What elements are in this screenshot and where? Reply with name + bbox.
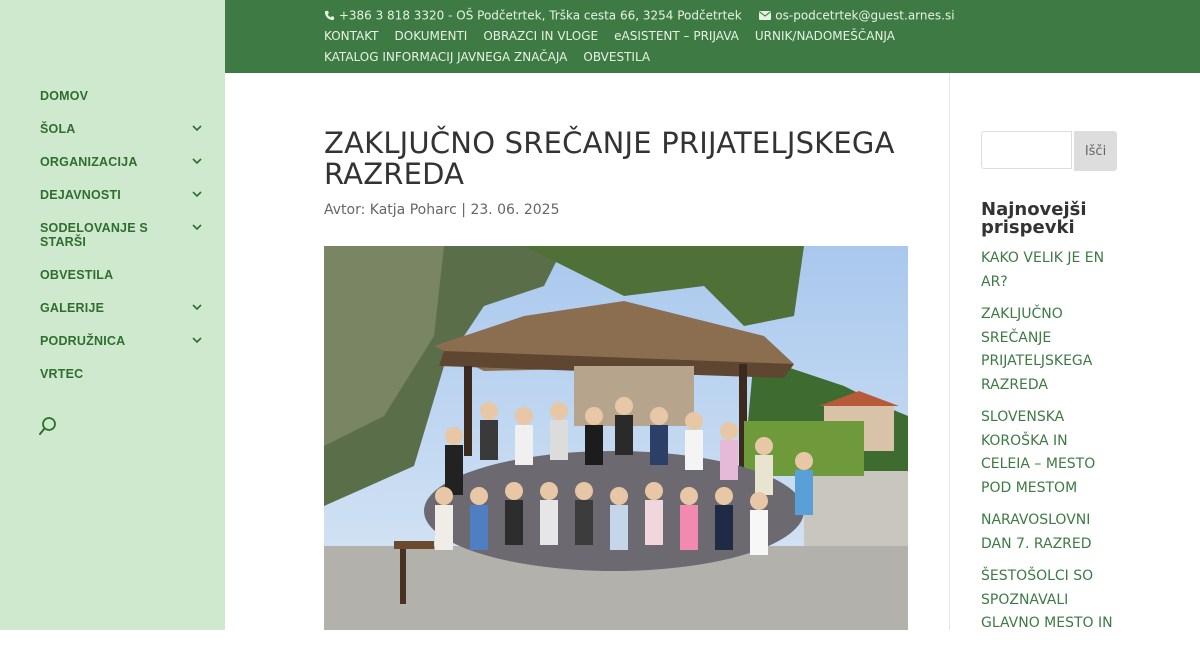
- chevron-down-icon[interactable]: [192, 123, 202, 133]
- contact-phone-address: +386 3 818 3320 - OŠ Podčetrtek, Trška cesta 66, 3254 Podčetrtek: [338, 8, 742, 23]
- sidebar-item-domov[interactable]: [40, 89, 210, 103]
- sidebar-item-label: PODRUŽNICA: [40, 334, 126, 348]
- chevron-down-icon[interactable]: [192, 222, 202, 232]
- chevron-down-icon[interactable]: [192, 189, 202, 199]
- sidebar-item-vrtec[interactable]: [40, 367, 210, 381]
- sidebar-menu: [40, 89, 210, 400]
- author-prefix: Avtor:: [324, 202, 366, 218]
- contact-email[interactable]: os-podcetrtek@guest.arnes.si: [775, 8, 955, 23]
- topnav-katalog[interactable]: KATALOG INFORMACIJ JAVNEGA ZNAČAJA: [324, 50, 568, 64]
- widget-search: [981, 131, 1117, 171]
- search-input[interactable]: [981, 131, 1072, 169]
- recent-posts-list: [981, 247, 1116, 645]
- topnav-obrazci[interactable]: OBRAZCI IN VLOGE: [483, 29, 599, 43]
- envelope-icon: [759, 11, 771, 20]
- recent-post-link[interactable]: SLOVENSKA KOROŠKA IN CELEIA – MESTO POD MESTOM: [981, 409, 1096, 496]
- sidebar-item-sola[interactable]: [40, 122, 210, 136]
- post-title: ZAKLJUČNO SREČANJE PRIJATELJSKEGA RAZREDA: [324, 126, 895, 191]
- post-date: 23. 06. 2025: [470, 202, 560, 218]
- sidebar-item-label: VRTEC: [40, 367, 84, 381]
- sidebar-item-dejavnosti[interactable]: [40, 188, 210, 202]
- contact-info: [324, 8, 955, 23]
- chevron-down-icon[interactable]: [192, 335, 202, 345]
- recent-posts-title: Najnovejši prispevki: [981, 199, 1087, 238]
- sidebar-item-label: DEJAVNOSTI: [40, 188, 121, 202]
- top-navigation: [324, 29, 1184, 71]
- chevron-down-icon[interactable]: [192, 156, 202, 166]
- topnav-kontakt[interactable]: KONTAKT: [324, 29, 379, 43]
- sidebar-item-label: OBVESTILA: [40, 268, 114, 282]
- post-meta: [324, 202, 908, 218]
- recent-post-link[interactable]: ZAKLJUČNO SREČANJE PRIJATELJSKEGA RAZREDA: [981, 306, 1093, 393]
- topnav-dokumenti[interactable]: DOKUMENTI: [394, 29, 468, 43]
- search-submit-button[interactable]: Išči: [1074, 131, 1117, 171]
- sidebar-item-label: ORGANIZACIJA: [40, 155, 138, 169]
- sidebar-item-obvestila[interactable]: [40, 268, 210, 282]
- recent-post-link[interactable]: KAKO VELIK JE EN AR?: [981, 250, 1105, 290]
- featured-image: [324, 246, 908, 630]
- post-content: [324, 128, 908, 218]
- sidebar-item-label: GALERIJE: [40, 301, 105, 315]
- sidebar-item-organizacija[interactable]: [40, 155, 210, 169]
- topnav-obvestila[interactable]: OBVESTILA: [583, 50, 651, 64]
- content-divider: [949, 73, 950, 630]
- sidebar-item-galerije[interactable]: [40, 301, 210, 315]
- top-header: [225, 0, 1200, 73]
- sidebar-item-podruznica[interactable]: [40, 334, 210, 348]
- sidebar-item-label: SODELOVANJE S STARŠI: [40, 221, 148, 249]
- sidebar-item-label: DOMOV: [40, 89, 89, 103]
- meta-separator: |: [461, 202, 466, 218]
- topnav-urnik[interactable]: URNIK/NADOMEŠČANJA: [754, 29, 895, 43]
- phone-icon: [324, 10, 335, 21]
- recent-post-link[interactable]: NARAVOSLOVNI DAN 7. RAZRED: [981, 512, 1092, 552]
- chevron-down-icon[interactable]: [192, 302, 202, 312]
- recent-post-link[interactable]: ŠESTOŠOLCI SO SPOZNAVALI GLAVNO MESTO IN: [981, 568, 1113, 631]
- author-link[interactable]: Katja Poharc: [369, 202, 457, 218]
- contact-email-group[interactable]: [759, 8, 954, 22]
- sidebar-item-label: ŠOLA: [40, 122, 76, 136]
- search-icon[interactable]: [38, 416, 58, 436]
- sidebar-item-sodelovanje[interactable]: [40, 221, 210, 249]
- main-sidebar: [0, 0, 225, 630]
- topnav-easistent[interactable]: eASISTENT – PRIJAVA: [614, 29, 739, 43]
